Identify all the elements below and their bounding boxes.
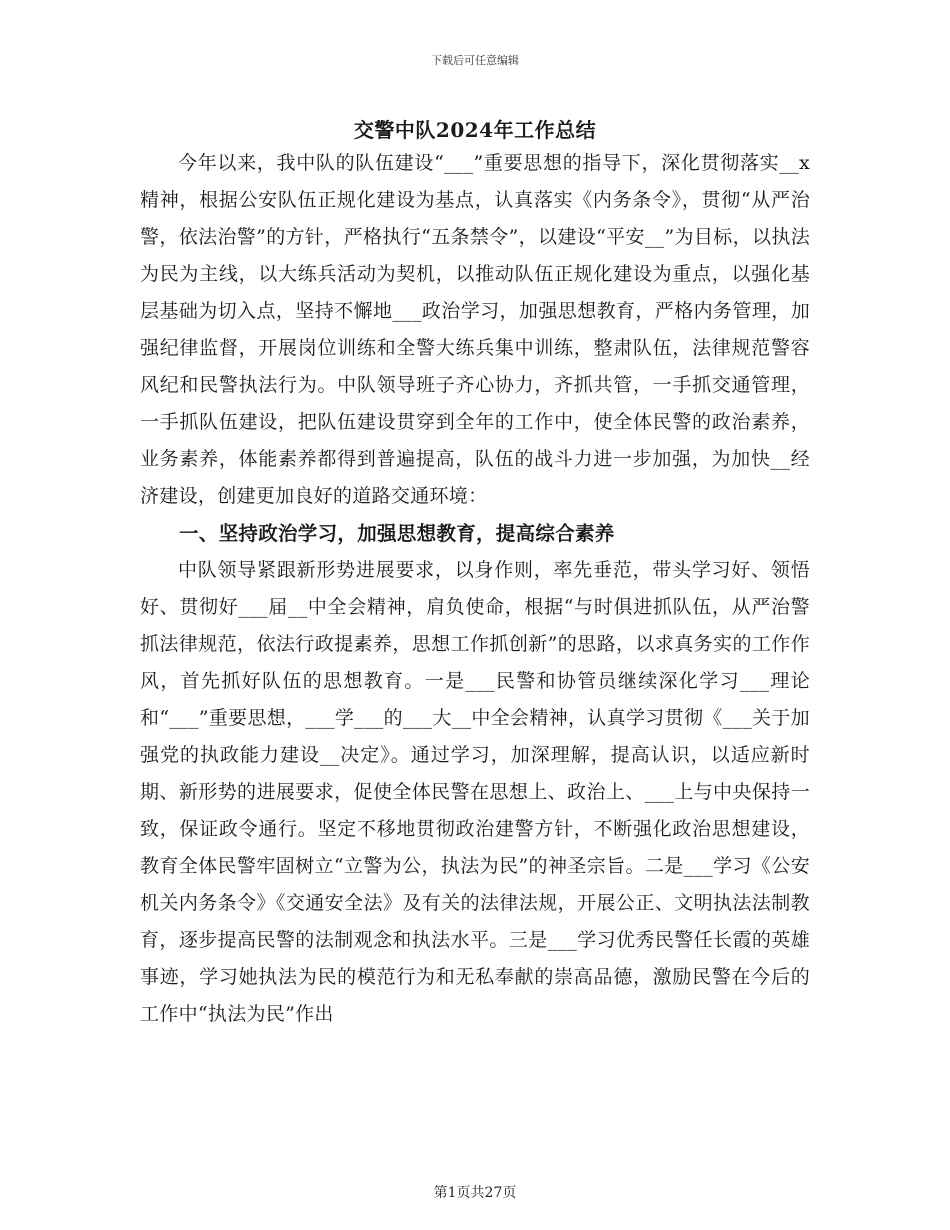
document-body	[140, 145, 810, 1033]
page-header-note: 下载后可任意编辑	[431, 54, 519, 67]
page-footer-page-number: 第1页共27页	[433, 1185, 517, 1201]
document-title: 交警中队2024年工作总结	[353, 118, 597, 142]
intro-paragraph: 今年以来，我中队的队伍建设“___”重要思想的指导下，深化贯彻落实__x精神，根据公安队伍正规化建设为基点，认真落实《内务条令》，贯彻“从严治警，依法治警”的方针，严格执行“五条禁令”，以建设“平安__”为目标，以执法为民为主线，以大练兵活动为契机，以推动队伍正规化建设为重点，以强化基层基础为切入点，坚持不懈地___政治学习，加强思想教育，严格内务管理，加强纪律监督，开展岗位训练和全警大练兵集中训练，整肃队伍，法律规范警容风纪和民警执法行为。中队领导班子齐心协力，齐抓共管，一手抓交通管理，一手抓队伍建设，把队伍建设贯穿到全年的工作中，使全体民警的政治素养，业务素养，体能素养都得到普遍提高，队伍的战斗力进一步加强，为加快__经济建设，创建更加良好的道路交通环境：	[140, 152, 810, 507]
section-1-paragraph: 中队领导紧跟新形势进展要求，以身作则，率先垂范，带头学习好、领悟好、贯彻好___届__中全会精神，肩负使命，根据“与时俱进抓队伍，从严治警抓法律规范，依法行政提素养，思想工作抓创新”的思路，以求真务实的工作作风，首先抓好队伍的思想教育。一是___民警和协管员继续深化学习___理论和“___”重要思想，___学___的___大__中全会精神，认真学习贯彻《___关于加强党的执政能力建设__决定》。通过学习，加深理解，提高认识，以适应新时期、新形势的进展要求，促使全体民警在思想上、政治上、___上与中央保持一致，保证政令通行。坚定不移地贯彻政治建警方针，不断强化政治思想建设，教育全体民警牢固树立“立警为公，执法为民”的神圣宗旨。二是___学习《公安机关内务条令》《交通安全法》及有关的法律法规，开展公正、文明执法法制教育，逐步提高民警的法制观念和执法水平。三是___学习优秀民警任长霞的英雄事迹，学习她执法为民的模范行为和无私奉献的崇高品德，激励民警在今后的工作中“执法为民”作出	[140, 559, 810, 1025]
section-heading-1: 一、坚持政治学习，加强思想教育，提高综合素养	[179, 522, 615, 545]
